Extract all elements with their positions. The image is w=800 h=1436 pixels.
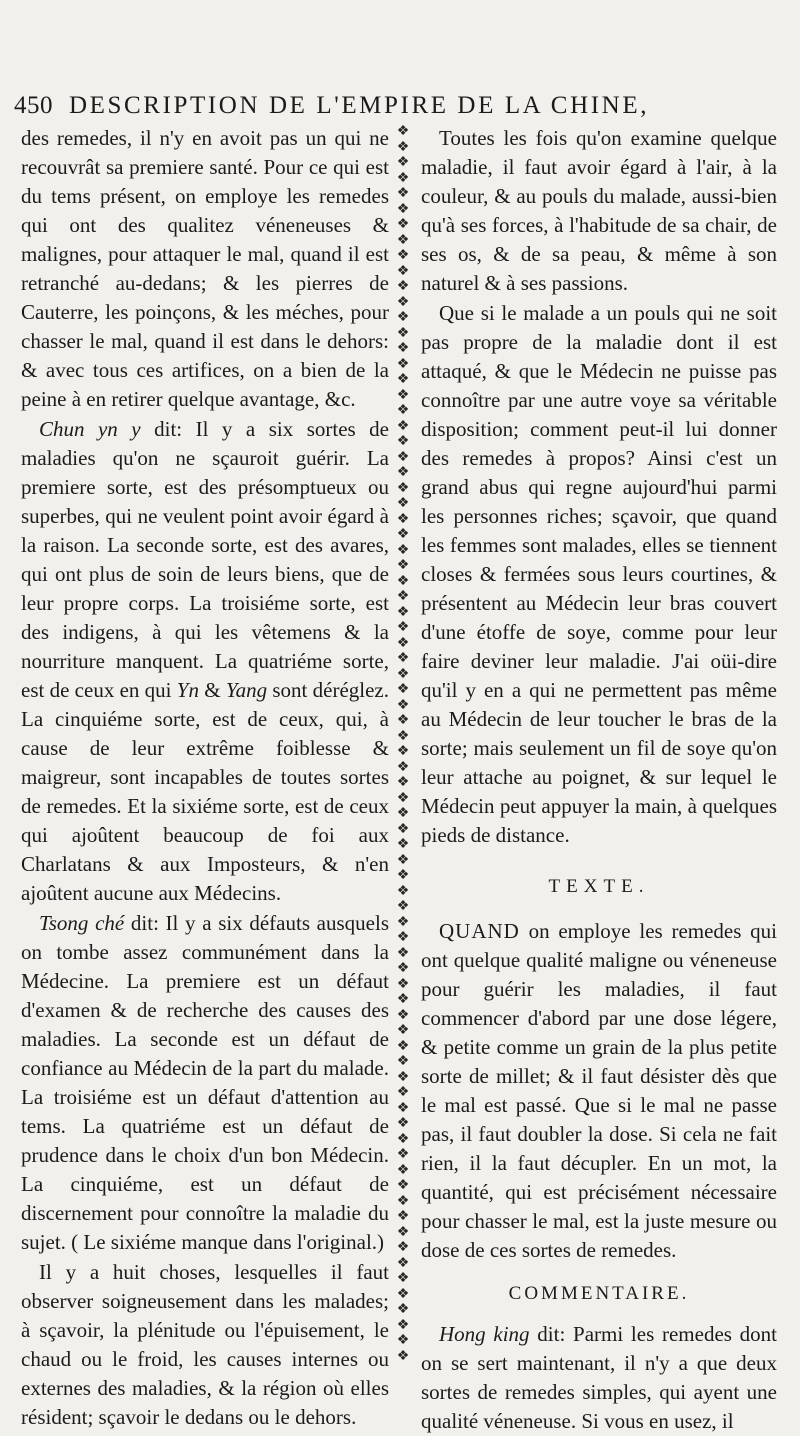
left-paragraph-3: Tsong ché dit: Il y a six défauts ausquels on tombe assez communément dans la Médecine. La premiere est un défaut d'examen & de recherche des causes des maladies. La seconde est un défaut de confiance au Médecin de la part du malade. La troisiéme est un défaut d'attention au tems. La quatriéme est un défaut de prudence dans le choix d'un bon Médecin. La cinquiéme, est un défaut de discernement pour connoître la maladie du sujet. ( Le sixiéme manque dans l'original.) [21,911,389,1254]
ornament-glyph: ❖ [396,1302,410,1317]
right-paragraph-2: Que si le malade a un pouls qui ne soit pas propre de la maladie dont il est attaqué, & que le Médecin ne puisse pas connoître par une autre voye sa véritable disposition; comment peut-il lui donner des remedes à propos? Ainsi c'est un grand abus qui regne aujourd'hui parmi les personnes riches; sçavoir, que quand les femmes sont malades, elles se tiennent closes & fermées sous leurs courtines, & présentent au Médecin leur bras couvert d'une étoffe de soye, comme pour leur faire deviner leur maladie. J'ai oüi-dire qu'il y en a qui ne permettent pas même au Médecin de leur toucher le bras de la sorte; mais seulement un fil de soye qu'on leur attache au poignet, & sur lequel le Médecin peut appuyer la main, à quelques pieds de distance. [421,301,777,847]
ornament-glyph: ❖ [396,294,410,310]
ornament-glyph: ❖ [396,558,410,573]
ornament-glyph: ❖ [396,573,410,589]
section-heading-texte: TEXTE. [548,876,650,897]
ornament-glyph: ❖ [396,527,410,542]
ornament-glyph: ❖ [396,744,410,759]
ornament-glyph: ❖ [396,186,410,201]
ornament-glyph: ❖ [396,1240,410,1255]
ornamental-column-divider [396,124,410,1369]
ornament-glyph: ❖ [396,713,410,728]
ornament-glyph: ❖ [396,434,410,449]
ornament-glyph: ❖ [396,1131,410,1147]
ornament-glyph: ❖ [396,992,410,1007]
ornament-glyph: ❖ [396,341,410,356]
ornament-glyph: ❖ [396,217,410,232]
ornament-glyph: ❖ [396,232,410,248]
page-number: 450 [14,92,53,119]
right-paragraph-3: QUAND on employe les remedes qui ont quelque qualité maligne ou véneneuse pour guérir les maladies, il faut commencer d'abord par une dose légere, & petite comme un grain de la plus petite sorte de millet; & il faut désister dès que le mal est passé. Que si le mal ne passe pas, il faut doubler la dose. Si cela ne fait rien, il la faut décupler. En un mot, la quantité, qui est précisément nécessaire pour chasser le mal, est la juste mesure ou dose de ces sortes de remedes. [421,919,777,1262]
ornament-glyph: ❖ [396,449,410,465]
ornament-glyph: ❖ [396,635,410,651]
ornament-glyph: ❖ [396,1286,410,1302]
right-paragraph-1: Toutes les fois qu'on examine quelque maladie, il faut avoir égard à l'air, à la couleur, & au pouls du malade, aussi-bien qu'à ses forces, à l'habitude de sa chair, de ses os, & de sa peau, & même à son naturel & à ses passions. [421,126,777,295]
ornament-glyph: ❖ [396,728,410,744]
ornament-glyph: ❖ [396,1317,410,1333]
ornament-glyph: ❖ [396,1100,410,1116]
ornament-glyph: ❖ [396,899,410,914]
ornament-glyph: ❖ [396,589,410,604]
ornament-glyph: ❖ [396,387,410,403]
ornament-glyph: ❖ [396,930,410,945]
ornament-glyph: ❖ [396,604,410,620]
ornament-glyph: ❖ [396,170,410,186]
ornament-glyph: ❖ [396,1255,410,1271]
ornament-glyph: ❖ [396,310,410,325]
ornament-glyph: ❖ [396,1162,410,1178]
ornament-glyph: ❖ [396,697,410,713]
ornament-glyph: ❖ [396,1224,410,1240]
section-heading-commentaire: COMMENTAIRE. [508,1283,690,1304]
ornament-glyph: ❖ [396,511,410,527]
ornament-glyph: ❖ [396,1007,410,1023]
ornament-glyph: ❖ [396,356,410,372]
ornament-glyph: ❖ [396,790,410,806]
ornament-glyph: ❖ [396,465,410,480]
ornament-glyph: ❖ [396,325,410,341]
ornament-glyph: ❖ [396,837,410,852]
right-column [421,124,777,1436]
ornament-glyph: ❖ [396,372,410,387]
author-name: Tsong ché [39,911,125,935]
ornament-glyph: ❖ [396,806,410,821]
ornament-glyph: ❖ [396,201,410,217]
ornament-glyph: ❖ [396,1209,410,1224]
left-column [21,124,389,1432]
ornament-glyph: ❖ [396,682,410,697]
left-paragraph-2: Chun yn y dit: Il y a six sortes de maladies qu'on ne sçauroit guérir. La premiere sorte, est des présomptueux ou superbes, qui ne veulent point avoir égard à la raison. La seconde sorte, est des avares, qui ont plus de soin de leurs biens, que de leur propre corps. La troisiéme sorte, est des indigens, à qui les vêtemens & la nourriture manquent. La quatriéme sorte, est de ceux en qui Yn & Yang sont déréglez. La cinquiéme sorte, est de ceux, qui, à cause de leur extrême foiblesse & maigreur, sont incapables de toutes sortes de remedes. Et la sixiéme sorte, est de ceux qui ajoûtent beaucoup de foi aux Charlatans & aux Imposteurs, & n'en ajoûtent aucune aux Médecins. [21,417,389,905]
page-header [14,92,800,126]
ornament-glyph: ❖ [396,1038,410,1054]
ornament-glyph: ❖ [396,868,410,883]
ornament-glyph: ❖ [396,139,410,155]
ornament-glyph: ❖ [396,1023,410,1038]
ornament-glyph: ❖ [396,403,410,418]
ornament-glyph: ❖ [396,1054,410,1069]
ornament-glyph: ❖ [396,124,410,139]
ornament-glyph: ❖ [396,248,410,263]
ornament-glyph: ❖ [396,418,410,434]
ornament-glyph: ❖ [396,1193,410,1209]
ornament-glyph: ❖ [396,1147,410,1162]
running-title: DESCRIPTION DE L'EMPIRE DE LA CHINE, [69,92,650,119]
ornament-glyph: ❖ [396,1333,410,1348]
left-paragraph-4: Il y a huit choses, lesquelles il faut observer soigneusement dans les malades; à sçavoir, la plénitude ou l'épuisement, le chaud ou le froid, les causes internes ou externes des maladies, & la région où elles résident; sçavoir le dedans ou le dehors. [21,1260,389,1429]
ornament-glyph: ❖ [396,480,410,496]
ornament-glyph: ❖ [396,542,410,558]
ornament-glyph: ❖ [396,620,410,635]
ornament-glyph: ❖ [396,759,410,775]
ornament-glyph: ❖ [396,496,410,511]
ornament-glyph: ❖ [396,961,410,976]
ornament-glyph: ❖ [396,1116,410,1131]
ornament-glyph: ❖ [396,279,410,294]
ornament-glyph: ❖ [396,155,410,170]
ornament-glyph: ❖ [396,883,410,899]
ornament-glyph: ❖ [396,945,410,961]
author-name: Hong king [439,1322,530,1346]
ornament-glyph: ❖ [396,1271,410,1286]
ornament-glyph: ❖ [396,976,410,992]
author-name: Chun yn y [39,417,141,441]
ornament-glyph: ❖ [396,1348,410,1364]
ornament-glyph: ❖ [396,1085,410,1100]
ornament-glyph: ❖ [396,821,410,837]
ornament-glyph: ❖ [396,1178,410,1193]
ornament-glyph: ❖ [396,775,410,790]
ornament-glyph: ❖ [396,651,410,666]
ornament-glyph: ❖ [396,1069,410,1085]
ornament-glyph: ❖ [396,852,410,868]
ornament-glyph: ❖ [396,263,410,279]
ornament-glyph: ❖ [396,666,410,682]
left-paragraph-1: des remedes, il n'y en avoit pas un qui ne recouvrât sa premiere santé. Pour ce qui est du tems présent, on employe les remedes qui ont des qualitez véneneuses & malignes, pour attaquer le mal, quand il est retranché au-dedans; & les pierres de Cauterre, les poinçons, & les méches, pour chasser le mal, quand il est dans le dehors: & avec tous ces artifices, on a bien de la peine à en retirer quelque avantage, &c. [21,126,389,411]
right-paragraph-4: Hong king dit: Parmi les remedes dont on se sert maintenant, il n'y a que deux sortes de remedes simples, qui ayent une qualité véneneuse. Si vous en usez, il [421,1322,777,1433]
ornament-glyph: ❖ [396,914,410,930]
